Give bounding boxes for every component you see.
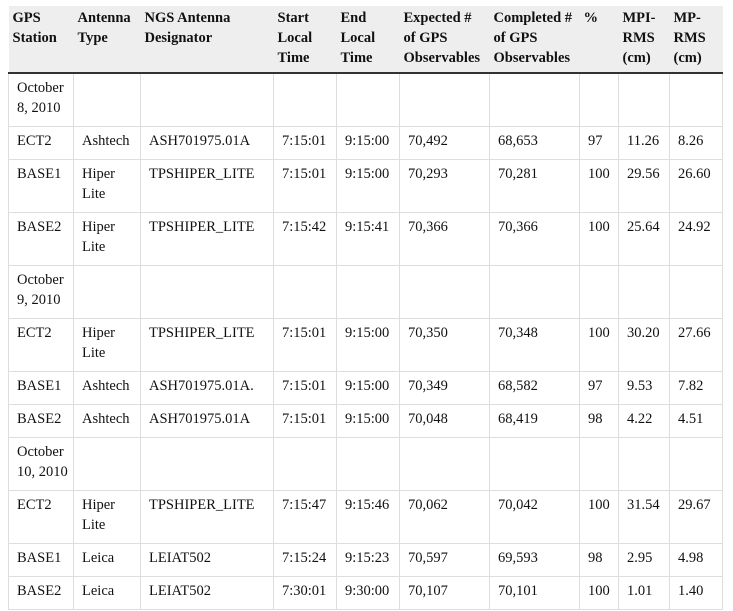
table-row [9, 577, 723, 610]
empty-cell [400, 438, 490, 491]
cell-end-local-time: 9:15:41 [337, 213, 400, 266]
cell-antenna-type: Ashtech [74, 405, 141, 438]
cell-expected-observables: 70,062 [400, 491, 490, 544]
empty-cell [619, 438, 670, 491]
gps-observation-table-container [8, 6, 724, 610]
empty-cell [400, 266, 490, 319]
table-row [9, 405, 723, 438]
header-gps-station: GPS Station [9, 6, 74, 73]
cell-ngs-antenna-designator: ASH701975.01A. [141, 372, 274, 405]
cell-mpi-rms: 1.01 [619, 577, 670, 610]
cell-percent: 98 [580, 544, 619, 577]
header-expected-observables: Expected # of GPS Observables [400, 6, 490, 73]
cell-completed-observables: 68,582 [490, 372, 580, 405]
cell-gps-station: BASE2 [9, 577, 74, 610]
cell-completed-observables: 70,366 [490, 213, 580, 266]
cell-mp-rms: 26.60 [670, 160, 723, 213]
cell-mp-rms: 4.51 [670, 405, 723, 438]
cell-expected-observables: 70,293 [400, 160, 490, 213]
cell-start-local-time: 7:15:01 [274, 405, 337, 438]
cell-end-local-time: 9:15:00 [337, 405, 400, 438]
cell-mpi-rms: 29.56 [619, 160, 670, 213]
cell-ngs-antenna-designator: ASH701975.01A [141, 405, 274, 438]
header-mpi-rms: MPI-RMS (cm) [619, 6, 670, 73]
cell-mp-rms: 7.82 [670, 372, 723, 405]
cell-gps-station: ECT2 [9, 127, 74, 160]
empty-cell [141, 438, 274, 491]
header-percent: % [580, 6, 619, 73]
empty-cell [141, 266, 274, 319]
cell-gps-station: BASE1 [9, 160, 74, 213]
empty-cell [580, 266, 619, 319]
empty-cell [670, 73, 723, 127]
table-row [9, 544, 723, 577]
cell-expected-observables: 70,366 [400, 213, 490, 266]
gps-observation-table [8, 6, 723, 610]
empty-cell [74, 266, 141, 319]
cell-expected-observables: 70,597 [400, 544, 490, 577]
cell-mpi-rms: 31.54 [619, 491, 670, 544]
empty-cell [274, 438, 337, 491]
cell-mp-rms: 8.26 [670, 127, 723, 160]
table-row [9, 127, 723, 160]
cell-expected-observables: 70,492 [400, 127, 490, 160]
cell-mpi-rms: 30.20 [619, 319, 670, 372]
empty-cell [337, 73, 400, 127]
empty-cell [580, 438, 619, 491]
cell-percent: 100 [580, 213, 619, 266]
table-row [9, 213, 723, 266]
cell-antenna-type: Hiper Lite [74, 160, 141, 213]
cell-end-local-time: 9:15:00 [337, 127, 400, 160]
table-header-row [9, 6, 723, 73]
cell-percent: 97 [580, 127, 619, 160]
cell-mpi-rms: 25.64 [619, 213, 670, 266]
cell-mpi-rms: 11.26 [619, 127, 670, 160]
cell-start-local-time: 7:15:47 [274, 491, 337, 544]
cell-gps-station: BASE2 [9, 405, 74, 438]
table-row [9, 491, 723, 544]
cell-expected-observables: 70,048 [400, 405, 490, 438]
cell-gps-station: ECT2 [9, 491, 74, 544]
empty-cell [274, 266, 337, 319]
table-row [9, 319, 723, 372]
cell-ngs-antenna-designator: LEIAT502 [141, 544, 274, 577]
cell-antenna-type: Ashtech [74, 127, 141, 160]
cell-end-local-time: 9:15:00 [337, 319, 400, 372]
cell-expected-observables: 70,107 [400, 577, 490, 610]
cell-ngs-antenna-designator: TPSHIPER_LITE [141, 491, 274, 544]
cell-completed-observables: 69,593 [490, 544, 580, 577]
empty-cell [580, 73, 619, 127]
table-row [9, 372, 723, 405]
cell-antenna-type: Ashtech [74, 372, 141, 405]
cell-ngs-antenna-designator: TPSHIPER_LITE [141, 213, 274, 266]
empty-cell [619, 266, 670, 319]
cell-start-local-time: 7:15:01 [274, 127, 337, 160]
cell-antenna-type: Hiper Lite [74, 213, 141, 266]
cell-ngs-antenna-designator: LEIAT502 [141, 577, 274, 610]
cell-mp-rms: 4.98 [670, 544, 723, 577]
empty-cell [337, 438, 400, 491]
date-group-row [9, 266, 723, 319]
empty-cell [337, 266, 400, 319]
cell-mpi-rms: 9.53 [619, 372, 670, 405]
empty-cell [490, 438, 580, 491]
cell-completed-observables: 68,419 [490, 405, 580, 438]
cell-completed-observables: 70,281 [490, 160, 580, 213]
cell-antenna-type: Leica [74, 577, 141, 610]
cell-completed-observables: 70,101 [490, 577, 580, 610]
header-completed-observables: Completed # of GPS Observables [490, 6, 580, 73]
cell-end-local-time: 9:15:00 [337, 160, 400, 213]
cell-antenna-type: Hiper Lite [74, 491, 141, 544]
date-group-label: October 10, 2010 [9, 438, 74, 491]
cell-end-local-time: 9:15:46 [337, 491, 400, 544]
date-group-row [9, 438, 723, 491]
cell-percent: 100 [580, 319, 619, 372]
empty-cell [490, 73, 580, 127]
empty-cell [74, 438, 141, 491]
cell-gps-station: BASE2 [9, 213, 74, 266]
header-mp-rms: MP-RMS (cm) [670, 6, 723, 73]
cell-end-local-time: 9:15:23 [337, 544, 400, 577]
date-group-label: October 9, 2010 [9, 266, 74, 319]
cell-ngs-antenna-designator: ASH701975.01A [141, 127, 274, 160]
empty-cell [670, 438, 723, 491]
cell-mp-rms: 24.92 [670, 213, 723, 266]
cell-start-local-time: 7:15:24 [274, 544, 337, 577]
cell-gps-station: BASE1 [9, 372, 74, 405]
cell-completed-observables: 68,653 [490, 127, 580, 160]
cell-start-local-time: 7:15:01 [274, 319, 337, 372]
cell-end-local-time: 9:30:00 [337, 577, 400, 610]
date-group-label: October 8, 2010 [9, 73, 74, 127]
cell-mp-rms: 27.66 [670, 319, 723, 372]
cell-end-local-time: 9:15:00 [337, 372, 400, 405]
table-body [9, 73, 723, 610]
cell-percent: 98 [580, 405, 619, 438]
cell-gps-station: ECT2 [9, 319, 74, 372]
empty-cell [141, 73, 274, 127]
cell-completed-observables: 70,042 [490, 491, 580, 544]
empty-cell [74, 73, 141, 127]
empty-cell [400, 73, 490, 127]
cell-antenna-type: Leica [74, 544, 141, 577]
cell-completed-observables: 70,348 [490, 319, 580, 372]
cell-mp-rms: 29.67 [670, 491, 723, 544]
cell-percent: 100 [580, 577, 619, 610]
cell-percent: 97 [580, 372, 619, 405]
cell-start-local-time: 7:15:42 [274, 213, 337, 266]
cell-start-local-time: 7:15:01 [274, 372, 337, 405]
table-row [9, 160, 723, 213]
cell-antenna-type: Hiper Lite [74, 319, 141, 372]
empty-cell [490, 266, 580, 319]
cell-mpi-rms: 2.95 [619, 544, 670, 577]
cell-mp-rms: 1.40 [670, 577, 723, 610]
cell-start-local-time: 7:15:01 [274, 160, 337, 213]
cell-expected-observables: 70,350 [400, 319, 490, 372]
cell-percent: 100 [580, 491, 619, 544]
cell-gps-station: BASE1 [9, 544, 74, 577]
empty-cell [619, 73, 670, 127]
cell-mpi-rms: 4.22 [619, 405, 670, 438]
cell-ngs-antenna-designator: TPSHIPER_LITE [141, 319, 274, 372]
empty-cell [274, 73, 337, 127]
cell-ngs-antenna-designator: TPSHIPER_LITE [141, 160, 274, 213]
header-ngs-antenna-designator: NGS Antenna Designator [141, 6, 274, 73]
header-antenna-type: Antenna Type [74, 6, 141, 73]
cell-start-local-time: 7:30:01 [274, 577, 337, 610]
date-group-row [9, 73, 723, 127]
empty-cell [670, 266, 723, 319]
header-start-local-time: Start Local Time [274, 6, 337, 73]
cell-percent: 100 [580, 160, 619, 213]
header-end-local-time: End Local Time [337, 6, 400, 73]
cell-expected-observables: 70,349 [400, 372, 490, 405]
